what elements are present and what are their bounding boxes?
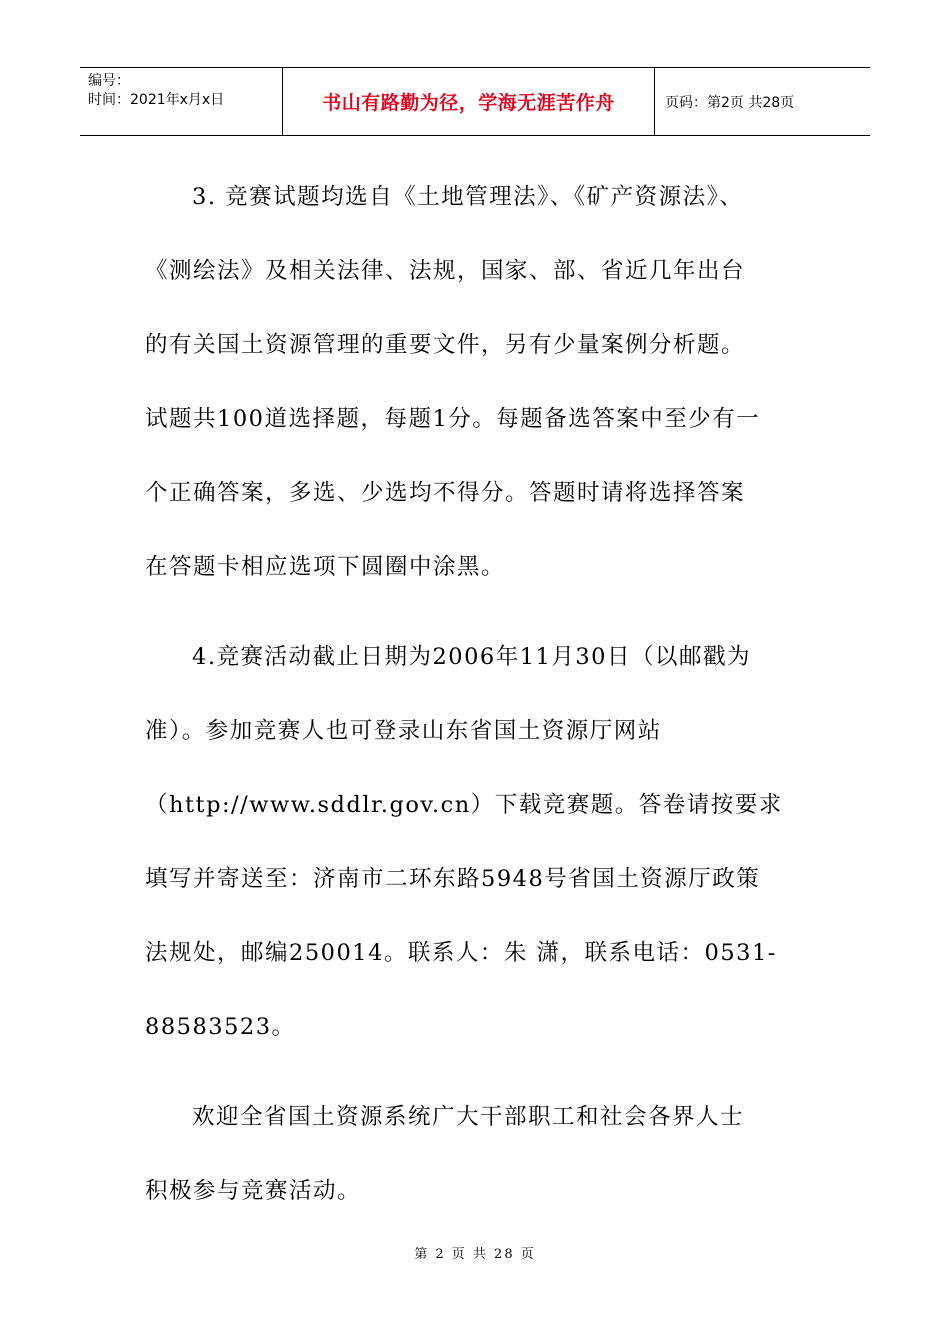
- text-line: 法规处，邮编250014。联系人：朱 潇，联系电话：0531-: [145, 940, 777, 966]
- header-motto: 书山有路勤为径，学海无涯苦作舟: [283, 68, 655, 135]
- header-page-info: 页码：第2页 共28页: [665, 94, 795, 111]
- paragraph-deadline-and-submission: [145, 620, 825, 1064]
- text-line: 3. 竞赛试题均选自《土地管理法》、《矿产资源法》、: [192, 184, 744, 210]
- paragraph-welcome: [145, 1080, 825, 1228]
- text-line: 准）。参加竞赛人也可登录山东省国土资源厅网站: [145, 718, 662, 744]
- text-line: 《测绘法》及相关法律、法规，国家、部、省近几年出台: [145, 258, 746, 284]
- document-number-label: 编号：: [88, 73, 130, 89]
- paragraph-competition-questions: [145, 160, 825, 604]
- document-time-label: 时间：2021年x月x日: [88, 92, 225, 108]
- text-line: 欢迎全省国土资源系统广大干部职工和社会各界人士: [192, 1104, 745, 1130]
- page-header: [80, 67, 870, 136]
- text-line: 88583523。: [145, 1014, 296, 1040]
- text-line: 4.竞赛活动截止日期为2006年11月30日（以邮戳为: [192, 644, 751, 670]
- text-line: 个正确答案，多选、少选均不得分。答题时请将选择答案: [145, 480, 746, 506]
- document-body: [145, 160, 825, 1228]
- text-line: （http://www.sddlr.gov.cn）下载竞赛题。答卷请按要求: [145, 792, 783, 818]
- text-line: 在答题卡相应选项下圆圈中涂黑。: [145, 554, 506, 580]
- text-line: 积极参与竞赛活动。: [145, 1178, 362, 1204]
- page-footer: 第 2 页 共 28 页: [414, 1247, 536, 1262]
- header-meta: [80, 68, 283, 135]
- text-line: 的有关国土资源管理的重要文件，另有少量案例分析题。: [145, 332, 746, 358]
- text-line: 填写并寄送至：济南市二环东路5948号省国土资源厅政策: [145, 866, 761, 892]
- text-line: 试题共100道选择题，每题1分。每题备选答案中至少有一: [145, 406, 761, 432]
